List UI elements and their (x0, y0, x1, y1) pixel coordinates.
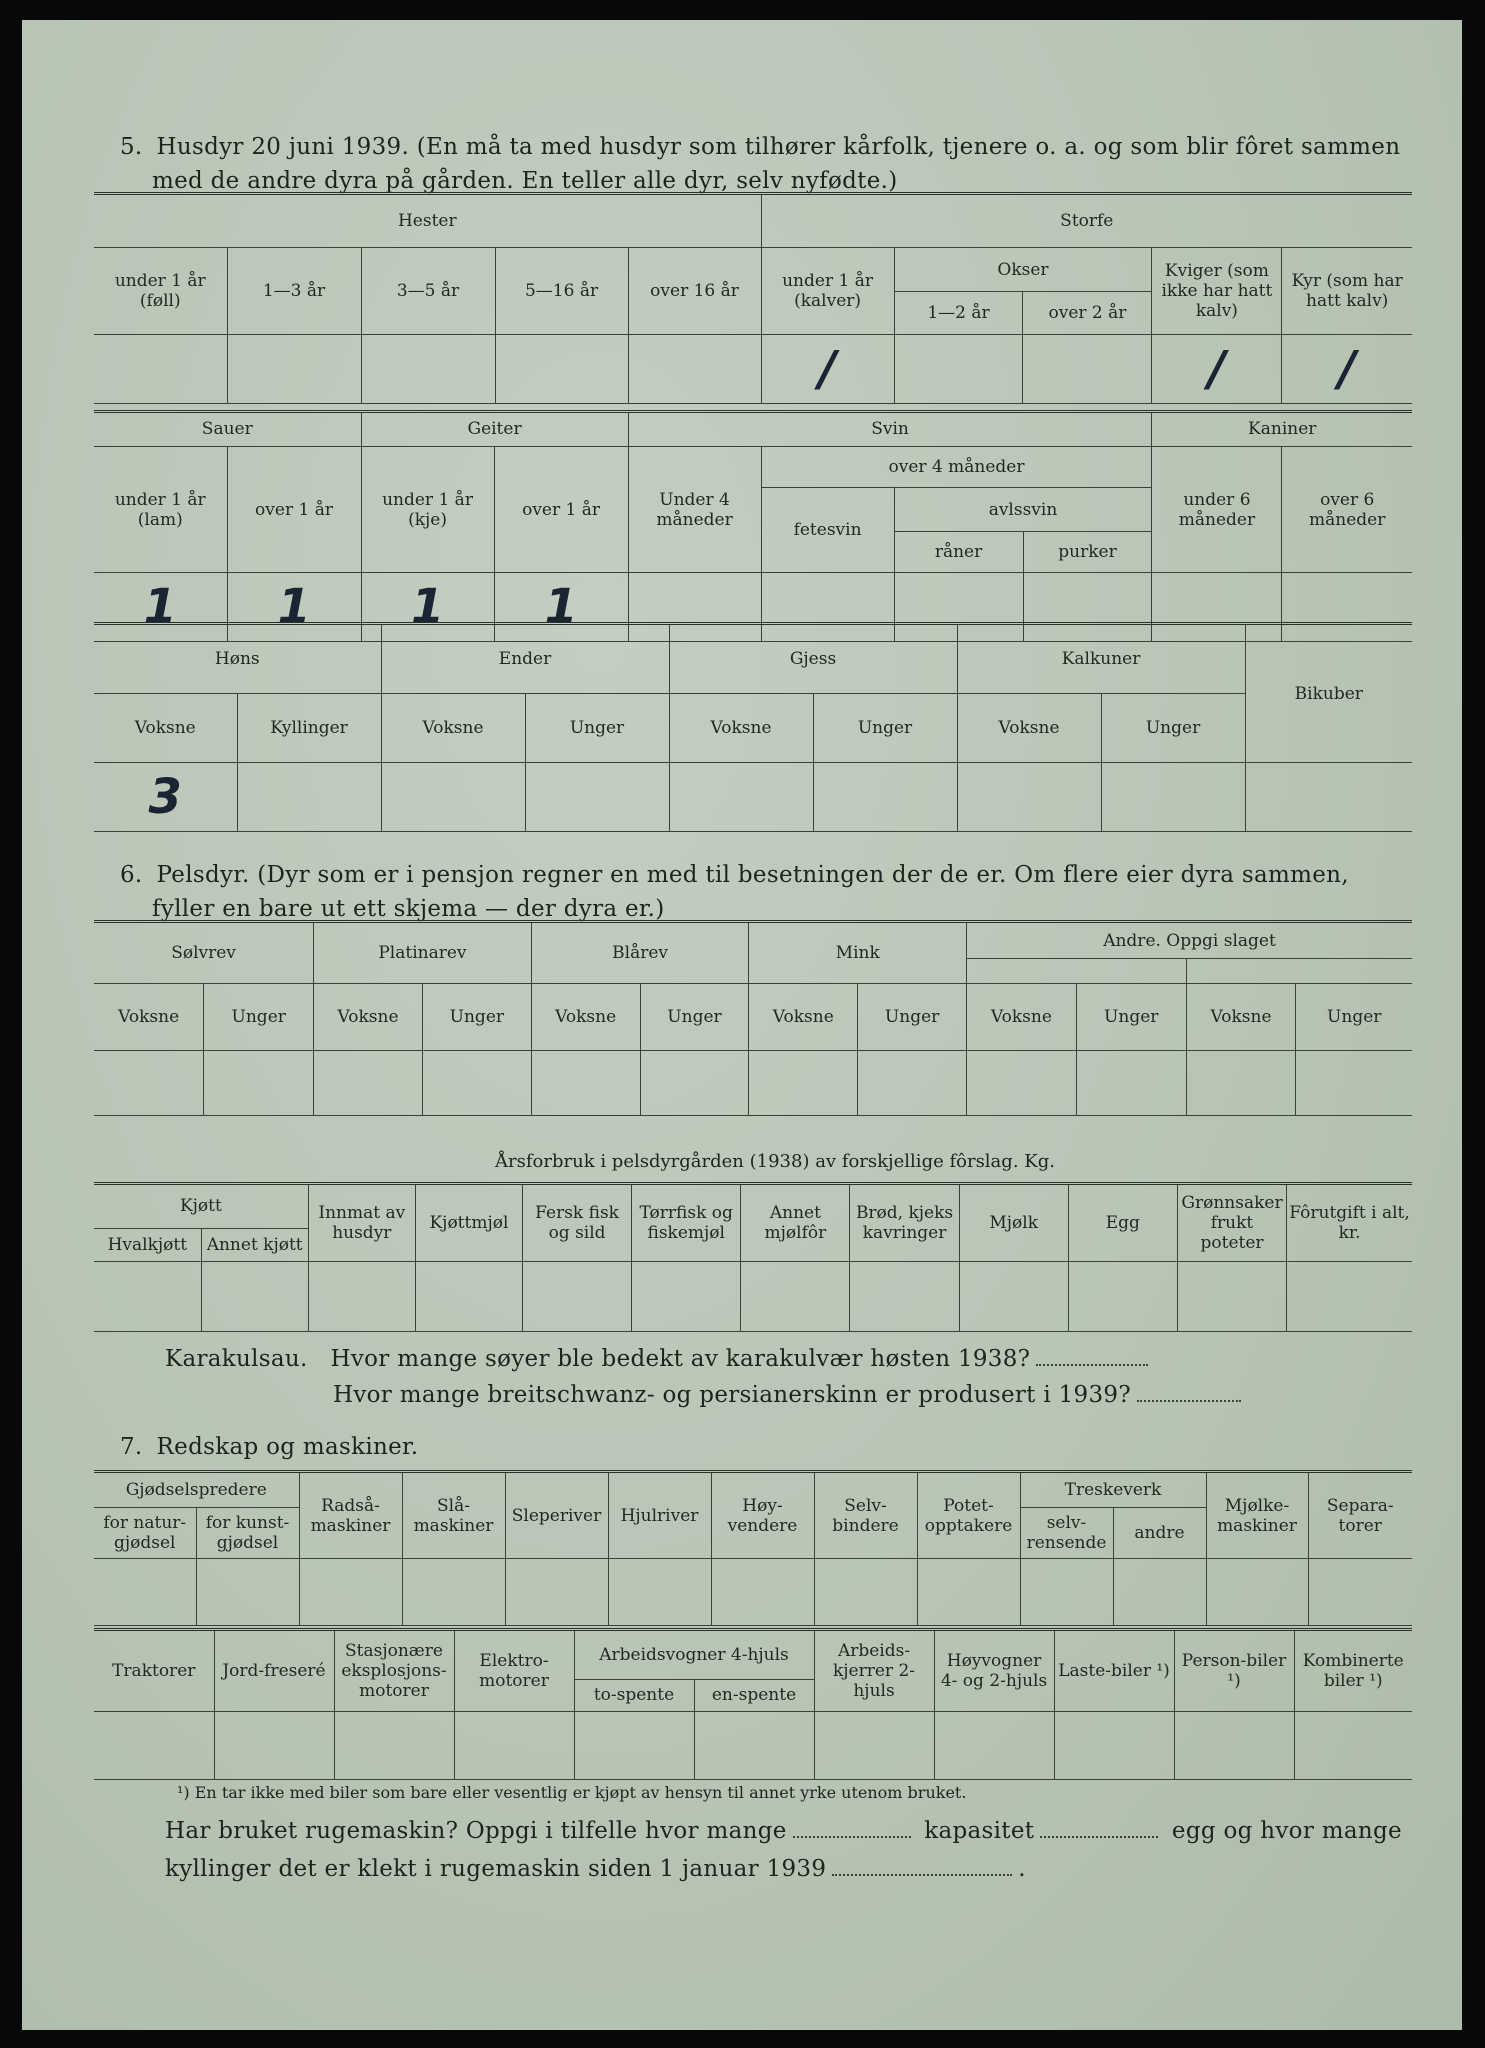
cell-andre2-voksne[interactable] (1186, 1050, 1296, 1115)
cell-hester-3-5[interactable] (361, 335, 495, 404)
cell-forutgift[interactable] (1287, 1261, 1412, 1331)
header-fetesvin: fetesvin (761, 488, 894, 573)
header-kyllinger: Kyllinger (237, 693, 381, 763)
header-blarev: Blårev (531, 922, 749, 984)
cell-blarev-unger[interactable] (640, 1050, 749, 1115)
header-naturgjodsel: for natur-gjødsel (94, 1508, 196, 1559)
header-radsa: Radså-maskiner (299, 1472, 402, 1559)
handwritten-hons-voksne: 3 (148, 769, 182, 826)
header-lastebiler: Laste-biler ¹) (1054, 1630, 1174, 1712)
husdyr-fjorfe-table (94, 622, 1412, 832)
cell-kjottmjol[interactable] (415, 1261, 522, 1331)
header-gjess-unger: Unger (813, 693, 957, 763)
cell-sla[interactable] (402, 1559, 505, 1626)
cell-selvbindere[interactable] (814, 1559, 917, 1626)
cell-kviger[interactable] (1152, 335, 1282, 404)
cell-separatorer[interactable] (1308, 1559, 1412, 1626)
header-hester-1-3: 1—3 år (227, 248, 361, 335)
header-hjulriver: Hjulriver (608, 1472, 711, 1559)
header-kanin-under-6: under 6 måneder (1152, 446, 1282, 572)
header-svin-under-4: Under 4 måneder (628, 446, 761, 572)
header-ender: Ender (381, 624, 669, 694)
header-ender-unger: Unger (525, 693, 669, 763)
cell-okser-1-2[interactable] (894, 335, 1023, 404)
header-separatorer: Separa-torer (1308, 1472, 1412, 1559)
cell-hester-1-3[interactable] (227, 335, 361, 404)
header-kalkuner: Kalkuner (957, 624, 1245, 694)
cell-bikuber[interactable] (1245, 763, 1412, 832)
header-solvrev-voksne: Voksne (94, 984, 204, 1050)
header-treskeverk-andre: andre (1113, 1508, 1206, 1559)
header-torrfisk: Tørrfisk og fiskemjøl (632, 1184, 741, 1262)
header-forutgift: Fôrutgift i alt, kr. (1287, 1184, 1412, 1262)
header-elektromotorer: Elektro-motorer (454, 1630, 574, 1712)
header-brod: Brød, kjeks kavringer (850, 1184, 959, 1262)
handwritten-lam: 1 (143, 579, 177, 636)
header-sla: Slå-maskiner (402, 1472, 505, 1559)
cell-okser-over-2[interactable] (1023, 335, 1152, 404)
header-okser-1-2: 1—2 år (894, 291, 1023, 335)
header-innmat: Innmat av husdyr (308, 1184, 415, 1262)
cell-brod[interactable] (850, 1261, 959, 1331)
header-hvalkjott: Hvalkjøtt (94, 1228, 201, 1261)
header-lam: under 1 år (lam) (94, 446, 227, 572)
header-hester-over-16: over 16 år (628, 248, 761, 335)
redskap-table-2 (94, 1628, 1412, 1780)
section-7-title: 7. Redskap og maskiner. (120, 1434, 419, 1460)
header-selvrensende: selv-rensende (1020, 1508, 1113, 1559)
header-andre-pelsdyr: Andre. Oppgi slaget (967, 922, 1412, 959)
header-okser: Okser (894, 248, 1152, 292)
section-6-title: 6. Pelsdyr. (Dyr som er i pensjon regner en med til besetningen der de er. Om flere eier dyra sammen, fyller en bare ut ett skjema — der dyra er.) (120, 862, 1349, 922)
karakul-question-1: Karakulsau. Hvor mange søyer ble bedekt av karakulvær høsten 1938? (165, 1342, 1154, 1376)
header-kalver: under 1 år (kalver) (761, 248, 894, 335)
header-jordfresere: Jord-freseré (214, 1630, 334, 1712)
redskap-table-1 (94, 1470, 1412, 1626)
header-avlssvin: avlssvin (894, 488, 1152, 532)
form-sheet (22, 20, 1462, 2030)
header-geiter: Geiter (361, 412, 628, 447)
rugemaskin-antall-answer[interactable] (793, 1818, 911, 1838)
cell-ender-unger[interactable] (525, 763, 669, 832)
header-arbeidsvogner: Arbeidsvogner 4-hjuls (574, 1630, 814, 1680)
cell-naturgjodsel[interactable] (94, 1559, 196, 1626)
cell-annet-mjolfor[interactable] (741, 1261, 850, 1331)
header-svin-over-4: over 4 måneder (761, 446, 1152, 487)
header-kalkuner-voksne: Voksne (957, 693, 1101, 763)
header-kunstgjodsel: for kunst-gjødsel (196, 1508, 299, 1559)
header-mink-unger: Unger (858, 984, 967, 1050)
cell-platinarev-unger[interactable] (422, 1050, 531, 1115)
handwritten-kalver: / (818, 341, 837, 398)
karakul-answer-2[interactable] (1137, 1382, 1241, 1402)
cell-kombinerte-biler[interactable] (1294, 1711, 1412, 1779)
header-stasjonaere-motorer: Stasjonære eksplosjons-motorer (334, 1630, 454, 1712)
header-geit-over-1: over 1 år (494, 446, 628, 572)
cell-hvalkjott[interactable] (94, 1261, 201, 1331)
cell-kyr[interactable] (1282, 335, 1412, 404)
header-kombinerte-biler: Kombinerte biler ¹) (1294, 1630, 1412, 1712)
header-mjolk: Mjølk (959, 1184, 1068, 1262)
cell-platinarev-voksne[interactable] (314, 1050, 423, 1115)
header-kjottmjol: Kjøttmjøl (415, 1184, 522, 1262)
cell-mink-voksne[interactable] (749, 1050, 858, 1115)
header-mjolkemaskiner: Mjølke-maskiner (1206, 1472, 1308, 1559)
handwritten-kyr: / (1338, 341, 1356, 398)
cell-treskeverk-andre[interactable] (1113, 1559, 1206, 1626)
handwritten-geit-over-1: 1 (544, 579, 578, 636)
header-kje: under 1 år (kje) (361, 446, 494, 572)
header-andre1-voksne: Voksne (967, 984, 1077, 1050)
header-kjott: Kjøtt (94, 1184, 308, 1229)
cell-annet-kjott[interactable] (201, 1261, 308, 1331)
header-kaniner: Kaniner (1152, 412, 1412, 447)
handwritten-sau-over-1: 1 (277, 579, 311, 636)
header-hester-5-16: 5—16 år (495, 248, 628, 335)
rugemaskin-kapasitet-answer[interactable] (1040, 1818, 1158, 1838)
header-hester: Hester (94, 194, 761, 248)
header-andre2-voksne: Voksne (1186, 984, 1296, 1050)
header-gjodselspredere: Gjødselspredere (94, 1472, 299, 1508)
header-fersk-fisk: Fersk fisk og sild (523, 1184, 632, 1262)
header-platinarev-unger: Unger (422, 984, 531, 1050)
cell-solvrev-unger[interactable] (204, 1050, 314, 1115)
header-selvbindere: Selv-bindere (814, 1472, 917, 1559)
karakul-answer-1[interactable] (1036, 1346, 1148, 1366)
header-annet-kjott: Annet kjøtt (201, 1228, 308, 1261)
cell-kalkuner-voksne[interactable] (957, 763, 1101, 832)
handwritten-kviger: / (1208, 341, 1226, 398)
header-okser-over-2: over 2 år (1023, 291, 1152, 335)
cell-andre2-unger[interactable] (1296, 1050, 1412, 1115)
cell-jordfresere[interactable] (214, 1711, 334, 1779)
cell-mink-unger[interactable] (858, 1050, 967, 1115)
header-potetopptakere: Potet-opptakere (917, 1472, 1020, 1559)
header-personbiler: Person-biler ¹) (1174, 1630, 1294, 1712)
header-mink-voksne: Voksne (749, 984, 858, 1050)
header-bikuber: Bikuber (1245, 624, 1412, 763)
header-traktorer: Traktorer (94, 1630, 214, 1712)
cell-hjulriver[interactable] (608, 1559, 711, 1626)
rugemaskin-kyllinger-answer[interactable] (832, 1856, 1012, 1876)
header-andre-slag-2 (1186, 959, 1412, 984)
cell-personbiler[interactable] (1174, 1711, 1294, 1779)
header-sauer: Sauer (94, 412, 361, 447)
cell-traktorer[interactable] (94, 1711, 214, 1779)
husdyr-sau-geit-svin-table (94, 410, 1412, 642)
header-tospente: to-spente (574, 1679, 694, 1711)
cell-selvrensende[interactable] (1020, 1559, 1113, 1626)
cell-kalver[interactable] (761, 335, 894, 404)
cell-blarev-voksne[interactable] (531, 1050, 640, 1115)
header-andre-slag-1 (967, 959, 1187, 984)
header-hoyvogner: Høyvogner 4- og 2-hjuls (934, 1630, 1054, 1712)
header-solvrev-unger: Unger (204, 984, 314, 1050)
section-5-title: 5. Husdyr 20 juni 1939. (En må ta med husdyr som tilhører kårfolk, tjenere o. a. og som blir fôret sammen med de andre dyra på gården. En teller alle dyr, selv nyfødte.) (120, 134, 1401, 194)
header-hons: Høns (94, 624, 381, 694)
cell-stasjonaere-motorer[interactable] (334, 1711, 454, 1779)
header-andre1-unger: Unger (1076, 984, 1186, 1050)
header-gjess-voksne: Voksne (669, 693, 813, 763)
header-mink: Mink (749, 922, 967, 984)
cell-potetopptakere[interactable] (917, 1559, 1020, 1626)
header-storfe: Storfe (761, 194, 1412, 248)
pelsdyr-table (94, 920, 1412, 1116)
cell-mjolk[interactable] (959, 1261, 1068, 1331)
cell-andre1-voksne[interactable] (967, 1050, 1077, 1115)
header-treskeverk: Treskeverk (1020, 1472, 1206, 1508)
cell-hoyvendere[interactable] (711, 1559, 814, 1626)
handwritten-kje: 1 (410, 579, 445, 636)
header-solvrev: Sølvrev (94, 922, 314, 984)
cell-andre1-unger[interactable] (1076, 1050, 1186, 1115)
header-hons-voksne: Voksne (94, 693, 237, 763)
header-svin: Svin (628, 412, 1152, 447)
rugemaskin-question-2: kyllinger det er klekt i rugemaskin siden 1 januar 1939 . (165, 1856, 1026, 1882)
cell-enspente[interactable] (694, 1711, 814, 1779)
rugemaskin-question-1: Har bruket rugemaskin? Oppgi i tilfelle hvor mange kapasitet egg og hvor mange (165, 1818, 1402, 1844)
cell-lastebiler[interactable] (1054, 1711, 1174, 1779)
cell-hester-5-16[interactable] (495, 335, 628, 404)
header-blarev-unger: Unger (640, 984, 749, 1050)
cell-kalkuner-unger[interactable] (1101, 763, 1245, 832)
feed-caption: Årsforbruk i pelsdyrgården (1938) av forskjellige fôrslag. Kg. (495, 1151, 1055, 1172)
cell-sleperiver[interactable] (505, 1559, 608, 1626)
cell-fersk-fisk[interactable] (523, 1261, 632, 1331)
pelsdyr-forbruk-table (94, 1182, 1412, 1332)
cell-torrfisk[interactable] (632, 1261, 741, 1331)
cell-mjolkemaskiner[interactable] (1206, 1559, 1308, 1626)
cell-kyllinger[interactable] (237, 763, 381, 832)
header-andre2-unger: Unger (1296, 984, 1412, 1050)
header-purker: purker (1023, 531, 1152, 572)
cell-innmat[interactable] (308, 1261, 415, 1331)
cell-elektromotorer[interactable] (454, 1711, 574, 1779)
header-blarev-voksne: Voksne (531, 984, 640, 1050)
header-platinarev: Platinarev (314, 922, 532, 984)
cell-gjess-voksne[interactable] (669, 763, 813, 832)
cell-solvrev-voksne[interactable] (94, 1050, 204, 1115)
cell-egg[interactable] (1068, 1261, 1177, 1331)
header-platinarev-voksne: Voksne (314, 984, 423, 1050)
cell-hoyvogner[interactable] (934, 1711, 1054, 1779)
cell-radsa[interactable] (299, 1559, 402, 1626)
header-kalkuner-unger: Unger (1101, 693, 1245, 763)
cell-hons-voksne[interactable] (94, 763, 237, 832)
header-ender-voksne: Voksne (381, 693, 525, 763)
header-hoyvendere: Høy-vendere (711, 1472, 814, 1559)
cell-kunstgjodsel[interactable] (196, 1559, 299, 1626)
header-arbeidskjerrer: Arbeids-kjerrer 2-hjuls (814, 1630, 934, 1712)
footnote: ¹) En tar ikke med biler som bare eller vesentlig er kjøpt av hensyn til annet yrke utenom bruket. (177, 1783, 967, 1802)
cell-arbeidskjerrer[interactable] (814, 1711, 934, 1779)
cell-foll[interactable] (94, 335, 227, 404)
header-annet-mjolfor: Annet mjølfôr (741, 1184, 850, 1262)
header-enspente: en-spente (694, 1679, 814, 1711)
header-hester-3-5: 3—5 år (361, 248, 495, 335)
header-kviger: Kviger (som ikke har hatt kalv) (1152, 248, 1282, 335)
karakul-question-2: Hvor mange breitschwanz- og persianerskinn er produsert i 1939? (333, 1378, 1247, 1412)
header-egg: Egg (1068, 1184, 1177, 1262)
header-foll: under 1 år (føll) (94, 248, 227, 335)
header-sleperiver: Sleperiver (505, 1472, 608, 1559)
header-sau-over-1: over 1 år (227, 446, 361, 572)
cell-gjess-unger[interactable] (813, 763, 957, 832)
cell-tospente[interactable] (574, 1711, 694, 1779)
husdyr-hester-storfe-table (94, 192, 1412, 404)
cell-gronnsaker[interactable] (1177, 1261, 1286, 1331)
cell-hester-over-16[interactable] (628, 335, 761, 404)
cell-ender-voksne[interactable] (381, 763, 525, 832)
header-kyr: Kyr (som har hatt kalv) (1282, 248, 1412, 335)
header-gronnsaker: Grønnsaker frukt poteter (1177, 1184, 1286, 1262)
header-raner: råner (894, 531, 1023, 572)
header-gjess: Gjess (669, 624, 957, 694)
header-kanin-over-6: over 6 måneder (1282, 446, 1412, 572)
